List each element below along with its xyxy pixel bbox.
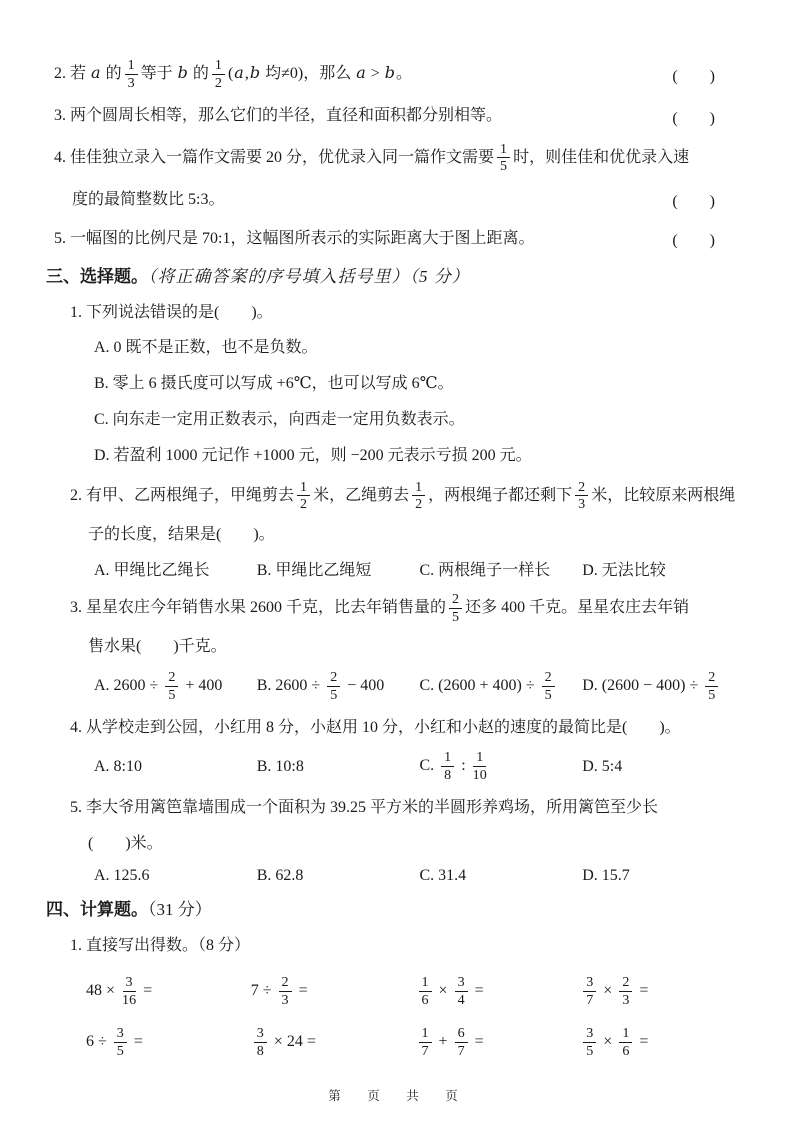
calc-row-2-cell-3: $\frac{1}{7}$ + $\frac{6}{7}$ =: [416, 1026, 581, 1059]
math-variable: b: [384, 62, 396, 82]
choice-q2-options-cell-4: D. 无法比较: [582, 562, 666, 580]
choice-q3-line-2: [46, 634, 745, 661]
fraction: $\frac{3}{16}$: [122, 974, 137, 1009]
section-note: （将正确答案的序号填入括号里）（5 分）: [148, 267, 470, 287]
section-calc-heading: [46, 897, 745, 923]
choice-q1-option-d-text: D. 若盈利 1000 元记作 +1000 元，则 −200 元表示亏损 200 元。: [94, 446, 532, 464]
section-calc-heading-text: 四、计算题。（31 分）: [46, 899, 212, 919]
choice-q2-options: [46, 557, 745, 580]
section-title: 四、计算题。: [46, 899, 148, 919]
choice-q4-text: 4. 从学校走到公园，小红用 8 分，小赵用 10 分，小红和小赵的速度的最简比是( )。: [70, 718, 681, 736]
choice-q3-line-1: [46, 592, 745, 625]
choice-q5-options-cell-4: D. 15.7: [582, 866, 630, 884]
fraction: $\frac{1}{6}$: [419, 975, 432, 1008]
choice-q2-line-1-text: 2. 有甲、乙两根绳子，甲绳剪去 $\frac{1}{2}$ 米，乙绳剪去 $\frac{1}{2}$ ，两根绳子都还剩下 $\frac{2}{3}$ 米，比较原来两根绳: [70, 478, 736, 513]
math-variable: a: [356, 62, 366, 82]
choice-q2-options-cell-1: A. 甲绳比乙绳长: [94, 562, 210, 580]
choice-q1-option-d: [46, 444, 745, 468]
tf-item-4-line-1: [46, 142, 745, 175]
fraction: $\frac{3}{5}$: [583, 1026, 596, 1059]
math-variable: b: [177, 62, 188, 82]
choice-q3-line-1-text: 3. 星星农庄今年销售水果 2600 千克，比去年销售量的 $\frac{2}{5}$ 还多 400 千克。星星农庄去年销: [70, 591, 690, 625]
choice-q3-options: [46, 670, 745, 703]
choice-q5-line-1: [46, 795, 745, 822]
fraction: $\frac{3}{4}$: [455, 975, 468, 1008]
choice-q2-options-cell-2: B. 甲绳比乙绳短: [256, 562, 372, 580]
calc-row-1-cell-2: 7 ÷ $\frac{2}{3}$ =: [250, 974, 308, 1009]
math-variable: a: [91, 62, 101, 82]
choice-q2-line-2: [46, 521, 745, 548]
math-variable: b: [249, 62, 261, 82]
answer-blank: ( ): [672, 193, 715, 211]
section-choice-heading-text: [46, 264, 745, 290]
choice-q4-options: [46, 750, 745, 783]
tf-item-2-text: 2. 若 a 的 $\frac{1}{3}$ 等于 b 的 $\frac{1}{2}$ (a,b 均≠0)，那么 a > b。: [54, 57, 413, 91]
tf-item-3: [46, 103, 745, 130]
calc-row-1-cell-1: 48 × $\frac{3}{16}$ =: [86, 974, 153, 1009]
tf-item-4-line-2-text: 度的最简整数比 5:3。: [72, 190, 225, 208]
choice-q5-line-1-text: 5. 李大爷用篱笆靠墙围成一个面积为 39.25 平方米的半圆形养鸡场，所用篱笆至少长: [70, 799, 659, 817]
choice-q1-option-a: [46, 336, 745, 360]
choice-q3-options-cell-4: D. (2600 − 400) ÷ $\frac{2}{5}$: [582, 670, 745, 703]
fraction: $\frac{1}{7}$: [419, 1026, 432, 1059]
calc-row-1: [46, 975, 745, 1008]
tf-item-4-line-1-text: 4. 佳佳独立录入一篇作文需要 20 分，优优录入同一篇作文需要 $\frac{1}{5}$ 时，则佳佳和优优录入速: [54, 140, 690, 175]
fraction: $\frac{3}{5}$: [114, 1026, 127, 1059]
fraction: $\frac{6}{7}$: [455, 1026, 468, 1059]
choice-q5-options-cell-3: C. 31.4: [419, 866, 467, 884]
choice-q4: [46, 714, 745, 741]
fraction: $\frac{1}{5}$: [497, 142, 510, 175]
choice-q4-options-cell-3: C. $\frac{1}{8}$ : $\frac{1}{10}$: [419, 749, 487, 784]
fraction: $\frac{2}{5}$: [449, 592, 462, 625]
choice-q4-options-cell-1: A. 8:10: [94, 757, 142, 775]
fraction: $\frac{1}{10}$: [472, 749, 487, 784]
fraction: $\frac{3}{8}$: [254, 1026, 267, 1059]
choice-q3-options-cell-1: A. 2600 ÷ $\frac{2}{5}$ + 400: [94, 668, 223, 703]
tf-item-2: [46, 58, 745, 91]
choice-q4-options-cell-2: B. 10:8: [256, 757, 304, 775]
calc-q1-text: 1. 直接写出得数。（8 分）: [70, 936, 251, 954]
choice-q1: [46, 300, 745, 327]
calc-row-1-cell-4: $\frac{3}{7}$ × $\frac{2}{3}$ =: [580, 975, 745, 1008]
choice-q1-option-b: [46, 372, 745, 396]
answer-blank: ( ): [672, 109, 715, 127]
fraction: $\frac{2}{5}$: [705, 670, 718, 703]
calc-row-2-cell-1: 6 ÷ $\frac{3}{5}$ =: [86, 1024, 143, 1059]
choice-q3-line-2-text: 售水果( )千克。: [88, 638, 227, 656]
fraction: $\frac{1}{2}$: [212, 58, 225, 91]
choice-q3-options-cell-2: B. 2600 ÷ $\frac{2}{5}$ − 400: [256, 668, 385, 703]
tf-item-4-line-2: [46, 186, 745, 213]
choice-q3-options-cell-3: C. (2600 + 400) ÷ $\frac{2}{5}$: [420, 670, 583, 703]
fraction: $\frac{2}{5}$: [542, 670, 555, 703]
choice-q2-options-cell-3: C. 两根绳子一样长: [419, 562, 551, 580]
fraction: $\frac{1}{8}$: [441, 750, 454, 783]
fraction: $\frac{3}{7}$: [583, 975, 596, 1008]
choice-q5-options: [46, 867, 745, 885]
choice-q4-options-cell-4: D. 5:4: [582, 757, 623, 775]
fraction: $\frac{2}{5}$: [165, 670, 178, 703]
tf-item-3-text: 3. 两个圆周长相等，那么它们的半径，直径和面积都分别相等。: [54, 107, 503, 125]
fraction: $\frac{1}{6}$: [619, 1026, 632, 1059]
choice-q2-line-1: [46, 480, 745, 513]
fraction: $\frac{1}{2}$: [412, 480, 425, 513]
fraction: $\frac{2}{3}$: [279, 975, 292, 1008]
fraction: $\frac{1}{3}$: [125, 58, 138, 91]
choice-q1-option-c: [46, 408, 745, 432]
choice-q1-option-b-text: B. 零上 6 摄氏度可以写成 +6℃，也可以写成 6℃。: [94, 374, 454, 392]
calc-row-2: [46, 1026, 745, 1059]
choice-q5-options-cell-1: A. 125.6: [94, 866, 150, 884]
choice-q1-option-a-text: A. 0 既不是正数，也不是负数。: [94, 338, 318, 356]
section-choice-heading: [46, 264, 745, 290]
fraction: $\frac{2}{3}$: [575, 480, 588, 513]
fraction: $\frac{2}{3}$: [619, 975, 632, 1008]
worksheet-lines: [46, 58, 745, 1059]
tf-item-5: [46, 225, 745, 252]
calc-row-2-cell-4: $\frac{3}{5}$ × $\frac{1}{6}$ =: [580, 1026, 745, 1059]
choice-q5-line-2-text: ( )米。: [88, 835, 163, 853]
tf-item-5-text: 5. 一幅图的比例尺是 70:1，这幅图所表示的实际距离大于图上距离。: [54, 229, 535, 247]
choice-q2-line-2-text: 子的长度，结果是( )。: [88, 525, 275, 543]
fraction: $\frac{2}{5}$: [327, 670, 340, 703]
math-variable: a: [234, 62, 244, 82]
answer-blank: ( ): [672, 67, 715, 85]
answer-blank: ( ): [672, 232, 715, 250]
calc-row-2-cell-2: $\frac{3}{8}$ × 24 =: [251, 1026, 416, 1059]
choice-q5-options-cell-2: B. 62.8: [256, 866, 304, 884]
choice-q1-text: 1. 下列说法错误的是( )。: [70, 304, 273, 322]
fraction: $\frac{1}{2}$: [297, 480, 310, 513]
calc-row-1-cell-3: $\frac{1}{6}$ × $\frac{3}{4}$ =: [416, 975, 581, 1008]
choice-q5-line-2: [46, 831, 745, 858]
page-footer: 第 页 共 页: [328, 1089, 465, 1103]
section-title: 三、选择题。: [46, 267, 148, 287]
calc-q1: [46, 932, 745, 959]
choice-q1-option-c-text: C. 向东走一定用正数表示，向西走一定用负数表示。: [94, 410, 465, 428]
